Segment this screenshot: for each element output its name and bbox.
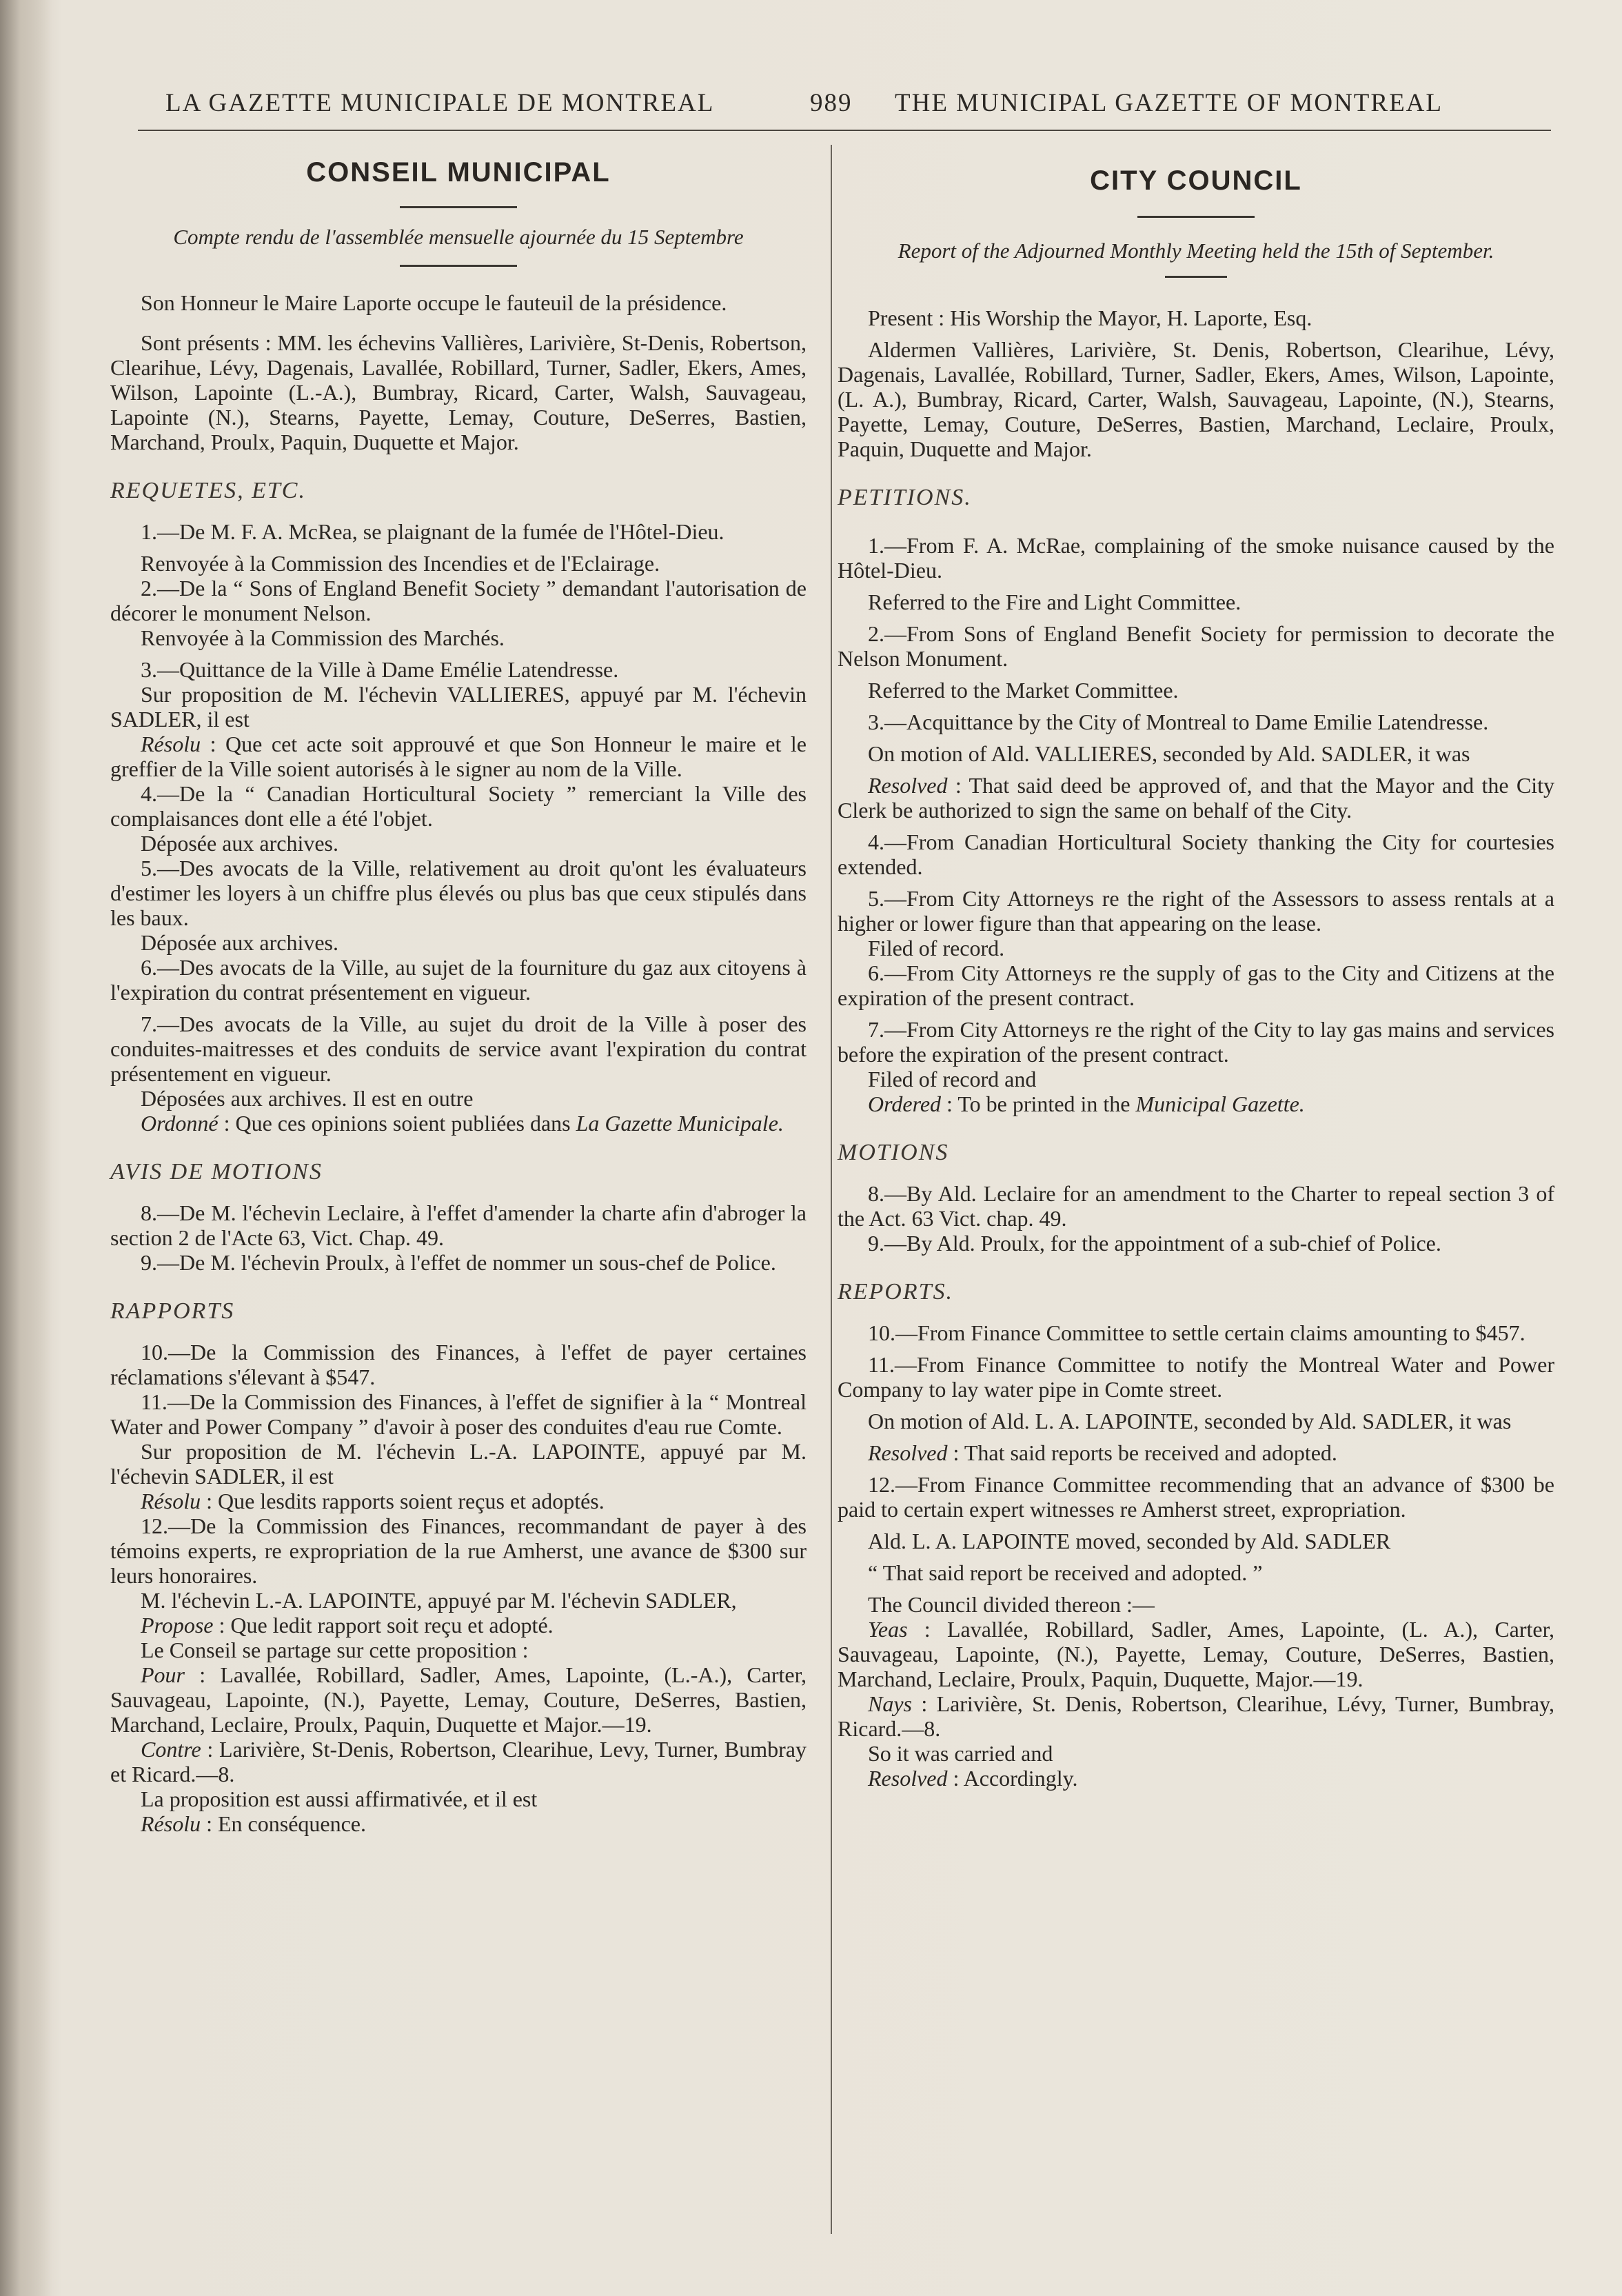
report-12-carried: So it was carried and <box>868 1741 1053 1766</box>
item-5-filed: Déposée aux archives. <box>141 930 338 955</box>
petition-7-filed: Filed of record and <box>868 1067 1037 1091</box>
item-4-filed: Déposée aux archives. <box>141 831 338 856</box>
english-subtitle: Report of the Adjourned Monthly Meeting held the 15th of September. <box>898 239 1494 263</box>
page-number: 989 <box>810 89 853 117</box>
french-title: CONSEIL MUNICIPAL <box>306 157 611 188</box>
report-11-motion: On motion of Ald. L. A. LAPOINTE, seconded by Ald. SADLER, it was <box>868 1409 1512 1433</box>
heading-petitions: PETITIONS. <box>838 485 972 510</box>
heading-reports: REPORTS. <box>838 1279 954 1305</box>
presents-paragraph: Sont présents : MM. les échevins Vallières, Larivière, St-Denis, Robertson, Clearihue, Lévy, Dagenais, Lavallée, Robillard, Turner, Sadler, Ekers, Ames, Wilson, Lapointe (L.-A.), Bumbray, Ricard, Carter, Walsh, Sauvageau, Lapointe (N.), Stearns, Payette, Lemay, Couture, DeSerres, Bastien, Marchand, Proulx, Paquin, Duquette et Major. <box>110 330 807 454</box>
report-12-pour: Pour : Lavallée, Robillard, Sadler, Ames, Lapointe, (L.-A.), Carter, Sauvageau, Lapointe, (N.), Payette, Lemay, Couture, DeSerres, Bastien, Marchand, Leclaire, Proulx, Paquin, Duquette et Major.—19. <box>110 1662 807 1737</box>
report-12-moved: Ald. L. A. LAPOINTE moved, seconded by Ald. SADLER <box>868 1529 1391 1553</box>
petition-5: 5.—From City Attorneys re the right of the Assessors to assess rentals at a higher or lower figure than that appearing on the lease. <box>838 886 1554 936</box>
report-10: 10.—De la Commission des Finances, à l'effet de payer certaines réclamations s'élevant à $547. <box>110 1340 807 1389</box>
item-7-filed: Déposées aux archives. Il est en outre <box>141 1086 474 1111</box>
item-1-referral: Renvoyée à la Commission des Incendies et de l'Eclairage. <box>141 551 660 576</box>
header-english-title: THE MUNICIPAL GAZETTE OF MONTREAL <box>895 89 1443 117</box>
header-french-title: LA GAZETTE MUNICIPALE DE MONTREAL <box>165 89 715 117</box>
report-12-motion: M. l'échevin L.-A. LAPOINTE, appuyé par M. l'échevin SADLER, <box>141 1588 737 1613</box>
item-1: 1.—De M. F. A. McRea, se plaignant de la fumée de l'Hôtel-Dieu. <box>141 519 724 544</box>
subtitle-rule <box>1165 276 1227 278</box>
petition-1: 1.—From F. A. McRae, complaining of the smoke nuisance caused by the Hôtel-Dieu. <box>838 533 1554 583</box>
petition-3: 3.—Acquittance by the City of Montreal to Dame Emilie Latendresse. <box>868 709 1489 734</box>
title-rule <box>400 206 517 208</box>
petition-3-motion: On motion of Ald. VALLIERES, seconded by Ald. SADLER, it was <box>868 741 1470 766</box>
running-header <box>165 88 1503 130</box>
report-12-division: Le Conseil se partage sur cette proposition : <box>141 1638 529 1662</box>
report-12: 12.—De la Commission des Finances, recommandant de payer à des témoins experts, re expropriation de la rue Amherst, une avance de $300 sur leurs honoraires. <box>110 1513 807 1588</box>
presidence-paragraph: Son Honneur le Maire Laporte occupe le fauteuil de la présidence. <box>141 290 727 315</box>
report-11: 11.—From Finance Committee to notify the Montreal Water and Power Company to lay water pipe in Comte street. <box>838 1352 1554 1402</box>
french-subtitle: Compte rendu de l'assemblée mensuelle ajournée du 15 Septembre <box>173 225 744 249</box>
report-11-resolution: Resolved : That said reports be received and adopted. <box>868 1440 1337 1465</box>
english-column <box>838 152 1554 1791</box>
column-divider <box>831 145 832 2234</box>
header-rule <box>138 130 1551 131</box>
petition-1-referral: Referred to the Fire and Light Committee. <box>868 590 1241 614</box>
motion-9: 9.—De M. l'échevin Proulx, à l'effet de nommer un sous-chef de Police. <box>141 1250 776 1275</box>
aldermen-paragraph: Aldermen Vallières, Larivière, St. Denis, Robertson, Clearihue, Lévy, Dagenais, Lavallée, Robillard, Turner, Sadler, Ekers, Ames, Wilson, Lapointe, (L. A.), Bumbray, Ricard, Carter, Walsh, Sauvageau, Lapointe, (N.), Stearns, Payette, Lemay, Couture, DeSerres, Bastien, Marchand, Leclaire, Proulx, Paquin, Duquette and Major. <box>838 337 1554 461</box>
item-6: 6.—Des avocats de la Ville, au sujet de la fourniture du gaz aux citoyens à l'expiration du contrat présentement en vigueur. <box>110 955 807 1005</box>
petition-2: 2.—From Sons of England Benefit Society for permission to decorate the Nelson Monument. <box>838 621 1554 671</box>
heading-avis-de-motions: AVIS DE MOTIONS <box>110 1159 323 1185</box>
petition-6: 6.—From City Attorneys re the supply of gas to the City and Citizens at the expiration of the present contract. <box>838 960 1554 1010</box>
petition-4: 4.—From Canadian Horticultural Society thanking the City for courtesies extended. <box>838 829 1554 879</box>
item-2-referral: Renvoyée à la Commission des Marchés. <box>141 625 505 650</box>
item-3: 3.—Quittance de la Ville à Dame Emélie Latendresse. <box>141 657 619 682</box>
item-7-order: Ordonné : Que ces opinions soient publiées dans La Gazette Municipale. <box>141 1111 784 1136</box>
item-5: 5.—Des avocats de la Ville, relativement au droit qu'ont les évaluateurs d'estimer les loyers à un chiffre plus élevés ou plus bas que ceux stipulés dans les baux. <box>110 856 807 930</box>
report-12-proposal: Propose : Que ledit rapport soit reçu et adopté. <box>141 1613 554 1638</box>
item-7: 7.—Des avocats de la Ville, au sujet du droit de la Ville à poser des conduites-maitresses et des conduits de service avant l'expiration du contrat présentement en vigueur. <box>110 1011 807 1086</box>
resolu-label: Résolu <box>141 732 201 756</box>
petition-2-referral: Referred to the Market Committee. <box>868 678 1179 703</box>
item-4: 4.—De la “ Canadian Horticultural Society ” remerciant la Ville des complaisances dont elle a été l'objet. <box>110 781 807 831</box>
motion-8: 8.—De M. l'échevin Leclaire, à l'effet d'amender la charte afin d'abroger la section 2 de l'Acte 63, Vict. Chap. 49. <box>110 1200 807 1250</box>
report-12-divided: The Council divided thereon :— <box>868 1592 1155 1617</box>
report-12-resolution: Resolved : Accordingly. <box>868 1766 1078 1791</box>
petition-3-resolution: Resolved : That said deed be approved of, and that the Mayor and the City Clerk be authorized to sign the same on behalf of the City. <box>838 773 1554 823</box>
english-title: CITY COUNCIL <box>1090 165 1302 196</box>
heading-motions: MOTIONS <box>838 1140 949 1165</box>
item-3-resolution: Résolu : Que cet acte soit approuvé et que Son Honneur le maire et le greffier de la Ville soient autorisés à le signer au nom de la Ville. <box>110 732 807 781</box>
heading-rapports: RAPPORTS <box>110 1298 235 1324</box>
report-12: 12.—From Finance Committee recommending that an advance of $300 be paid to certain expert witnesses re Amherst street, expropriation. <box>838 1472 1554 1522</box>
item-2: 2.—De la “ Sons of England Benefit Society ” demandant l'autorisation de décorer le monument Nelson. <box>110 576 807 625</box>
petition-5-filed: Filed of record. <box>868 936 1005 960</box>
binding-shadow <box>0 0 52 2296</box>
report-12-affirmed: La proposition est aussi affirmativée, et il est <box>141 1786 538 1811</box>
petition-7-order: Ordered : To be printed in the Municipal Gazette. <box>868 1091 1305 1116</box>
report-12-contre: Contre : Larivière, St-Denis, Robertson, Clearihue, Levy, Turner, Bumbray et Ricard.—8. <box>110 1737 807 1786</box>
report-12-nays: Nays : Larivière, St. Denis, Robertson, Clearihue, Lévy, Turner, Bumbray, Ricard.—8. <box>838 1691 1554 1741</box>
report-11-resolution: Résolu : Que lesdits rapports soient reçus et adoptés. <box>141 1489 605 1513</box>
petition-7: 7.—From City Attorneys re the right of the City to lay gas mains and services before the expiration of the present contract. <box>838 1017 1554 1067</box>
title-rule <box>1137 216 1255 218</box>
report-10: 10.—From Finance Committee to settle certain claims amounting to $457. <box>868 1320 1525 1345</box>
report-12-resolution: Résolu : En conséquence. <box>141 1811 366 1836</box>
report-11: 11.—De la Commission des Finances, à l'effet de signifier à la “ Montreal Water and Power Company ” d'avoir à poser des conduites d'eau rue Comte. <box>110 1389 807 1439</box>
motion-8: 8.—By Ald. Leclaire for an amendment to the Charter to repeal section 3 of the Act. 63 Vict. chap. 49. <box>838 1181 1554 1231</box>
report-12-yeas: Yeas : Lavallée, Robillard, Sadler, Ames, Lapointe, (L. A.), Carter, Sauvageau, Lapointe, (N.), Payette, Lemay, Couture, DeSerres, Bastien, Marchand, Leclaire, Proulx, Paquin, Duquette, Major.—19. <box>838 1617 1554 1691</box>
report-11-motion: Sur proposition de M. l'échevin L.-A. LAPOINTE, appuyé par M. l'échevin SADLER, il est <box>110 1439 807 1489</box>
french-column <box>110 152 807 1836</box>
subtitle-rule <box>400 265 517 267</box>
motion-9: 9.—By Ald. Proulx, for the appointment of a sub-chief of Police. <box>868 1231 1441 1256</box>
present-paragraph: Present : His Worship the Mayor, H. Laporte, Esq. <box>868 305 1312 330</box>
report-12-quote: “ That said report be received and adopted. ” <box>868 1560 1263 1585</box>
heading-requetes: REQUETES, ETC. <box>110 478 306 503</box>
item-3-motion: Sur proposition de M. l'échevin VALLIERES, appuyé par M. l'échevin SADLER, il est <box>110 682 807 732</box>
